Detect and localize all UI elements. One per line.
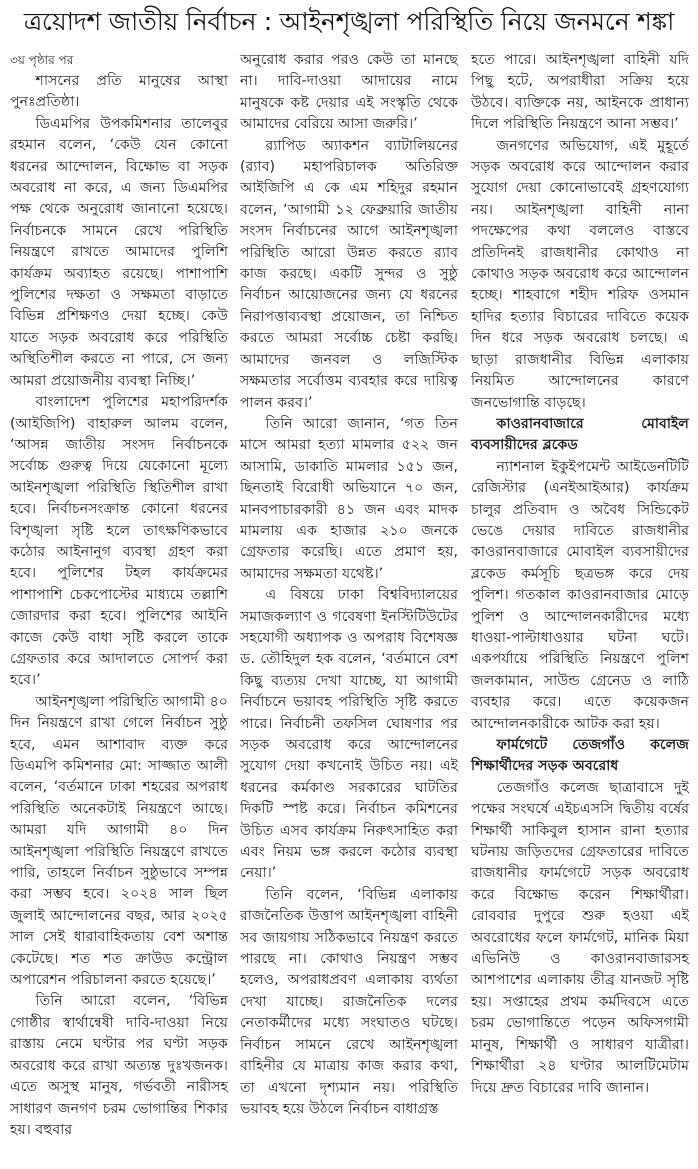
paragraph: শাসনের প্রতি মানুষের আস্থা পুনঃপ্রতিষ্ঠা। <box>10 73 228 111</box>
paragraph: র‌্যাপিড অ্যাকশন ব্যাটালিয়নের (র‌্যাব) মহাপরিচালক অতিরিক্ত আইজিপি এ কে এম শহিদুর রহমান বলেন, ‘আগামী ১২ ফেব্রুয়ারি জাতীয় সংসদ নির্বাচনের আগে আইনশৃঙ্খলা পরিস্থিতি আরো উন্নত করতে র‌্যাব কাজ করছে। একটি সুন্দর ও সুষ্ঠু নির্বাচন আয়োজনের জন্য যে ধরনের নিরাপত্তাব্যবস্থা প্রয়োজন, তা নিশ্চিত করতে আমরা সর্বোচ্চ চেষ্টা করছি। আমাদের জনবল ও লজিস্টিক সক্ষমতার সর্বোত্তম ব্যবহার করে দায়িত্ব পালন করব।’ <box>240 137 458 411</box>
paragraph: ডিএমপির উপকমিশনার তালেবুর রহমান বলেন, ‘কেউ যেন কোনো ধরনের আন্দোলন, বিক্ষোভ বা সড়ক অবরোধ না করে, এ জন্য ডিএমপির পক্ষ থেকে অনুরোধ জানানো হয়েছে। নির্বাচনকে সামনে রেখে পরিস্থিতি নিয়ন্ত্রণে রাখতে আমাদের পুলিশি কার্যক্রম অব্যাহত রয়েছে। পাশাপাশি পুলিশের দক্ষতা ও সক্ষমতা বাড়াতে বিভিন্ন প্রশিক্ষণও দেয়া হচ্ছে। কেউ যাতে সড়ক অবরোধ করে পরিস্থিতি অস্থিতিশীল করতে না পারে, সে জন্য আমরা প্রয়োজনীয় ব্যবস্থা নিচ্ছি।’ <box>10 115 228 389</box>
column-1 <box>10 50 228 1141</box>
continuation-note: ৩য় পৃষ্ঠার পর <box>10 53 74 67</box>
paragraph: তিনি বলেন, ‘বিভিন্ন এলাকায় রাজনৈতিক উত্তাপ আইনশৃঙ্খলা বাহিনী সব জায়গায় সঠিকভাবে নিয়ন্ত্রণ করতে পারছে না। কোথাও নিয়ন্ত্রণ সম্ভব হলেও, অপরাধপ্রবণ এলাকায় ব্যর্থতা দেখা যাচ্ছে। রাজনৈতিক দলের নেতাকর্মীদের মধ্যে সংঘাতও ঘটছে। নির্বাচন সামনে রেখে আইনশৃঙ্খলা বাহিনীর যে মাত্রায় কাজ করার কথা, তা এখনো দৃশ্যমান নয়। পরিস্থিতি ভয়াবহ হয়ে উঠলে নির্বাচন বাধাগ্রস্ত <box>240 886 458 1117</box>
paragraph: বাংলাদেশ পুলিশের মহাপরিদর্শক (আইজিপি) বাহারুল আলম বলেন, ‘আসন্ন জাতীয় সংসদ নির্বাচনকে সর্বোচ্চ গুরুত্ব দিয়ে যেকোনো মূল্যে আইনশৃঙ্খলা পরিস্থিতি স্থিতিশীল রাখা হবে। নির্বাচনসংক্রান্ত কোনো ধরনের বিশৃঙ্খলা সৃষ্টি হলে তাৎক্ষণিকভাবে কঠোর আইনানুগ ব্যবস্থা গ্রহণ করা হবে। পুলিশের টহল কার্যক্রমের পাশাপাশি চেকপোস্টের মাধ্যমে তল্লাশি জোরদার করা হবে। পুলিশের আইনি কাজে কেউ বাধা সৃষ্টি করলে তাকে গ্রেফতার করে আদালতে সোপর্দ করা হবে।’ <box>10 394 228 689</box>
subheading: ফার্মগেটে তেজগাঁও কলেজ শিক্ষার্থীদের সড়ক অবরোধ <box>471 737 689 775</box>
paragraph: ন্যাশনাল ইকুইপমেন্ট আইডেনটিটি রেজিস্টার (এনইআইআর) কার্যক্রম চালুর প্রতিবাদ ও অবৈধ সিন্ডিকেট ভেঙে দেয়ার দাবিতে রাজধানীর কাওরানবাজারে মোবাইল ব্যবসায়ীদের ব্লকেড কর্মসূচি ছত্রভঙ্গ করে দেয় পুলিশ। গতকাল কাওরানবাজার মোড়ে পুলিশ ও আন্দোলনকারীদের মধ্যে ধাওয়া-পাল্টাধাওয়ার ঘটনা ঘটে। একপর্যায়ে পরিস্থিতি নিয়ন্ত্রণে পুলিশ জলকামান, সাউন্ড গ্রেনেড ও লাঠি ব্যবহার করে। এতে কয়েকজন আন্দোলনকারীকে আটক করা হয়। <box>471 458 689 732</box>
paragraph: তিনি আরো জানান, ‘গত তিন মাসে আমরা হত্যা মামলার ৫২২ জন আসামি, ডাকাতি মামলার ১৫১ জন, ছিনতাই বিরোধী অভিযানে ৭০ জন, মানবপাচারকারী ৪১ জন এবং মাদক মামলায় এক হাজার ২১০ জনকে গ্রেফতার করেছি। এতে প্রমাণ হয়, আমাদের সক্ষমতা যথেষ্ট।’ <box>240 415 458 582</box>
paragraph: অনুরোধ করার পরও কেউ তা মানছে না। দাবি-দাওয়া আদায়ের নামে মানুষকে কষ্ট দেয়ার এই সংস্কৃতি থেকে আমাদের বেরিয়ে আসা জরুরি।’ <box>240 52 458 133</box>
paragraph: হতে পারে। আইনশৃঙ্খলা বাহিনী যদি পিছু হটে, অপরাধীরা সক্রিয় হয়ে উঠবে। ব্যক্তিকে নয়, আইনকে প্রাধান্য দিলে পরিস্থিতি নিয়ন্ত্রণে আনা সম্ভব।’ <box>471 52 689 133</box>
subheading: কাওরানবাজারে মোবাইল ব্যবসায়ীদের ব্লকেড <box>471 415 689 454</box>
article-headline: ত্রয়োদশ জাতীয় নির্বাচন : আইনশৃঙ্খলা পরিস্থিতি নিয়ে জনমনে শঙ্কা <box>23 7 675 36</box>
paragraph: তেজগাঁও কলেজ ছাত্রাবাসে দুই পক্ষের সংঘর্ষে এইচএসসি দ্বিতীয় বর্ষের শিক্ষার্থী সাকিবুল হাসান রানা হত্যার ঘটনায় জড়িতদের গ্রেফতারের দাবিতে রাজধানীর ফার্মগেটে সড়ক অবরোধ করে বিক্ষোভ করেন শিক্ষার্থীরা। রোববার দুপুরে শুরু হওয়া এই অবরোধের ফলে ফার্মগেট, মানিক মিয়া এভিনিউ ও কাওরানবাজারসহ আশপাশের এলাকায় তীব্র যানজট সৃষ্টি হয়। সপ্তাহের প্রথম কর্মদিবসে এতে চরম ভোগান্তিতে পড়েন অফিসগামী মানুষ, শিক্ষার্থী ও সাধারণ যাত্রীরা। শিক্ষার্থীরা ২৪ ঘণ্টার আলটিমেটাম দিয়ে দ্রুত বিচারের দাবি জানান। <box>471 779 689 1096</box>
column-2 <box>240 50 458 1120</box>
column-3 <box>471 50 689 1099</box>
paragraph: তিনি আরো বলেন, ‘বিভিন্ন গোষ্ঠীর স্বার্থান্বেষী দাবি-দাওয়া নিয়ে রাস্তায় নেমে ঘণ্টার পর ঘণ্টা সড়ক অবরোধ করে রাখা অত্যন্ত দুঃখজনক। এতে অসুস্থ মানুষ, গর্ভবতী নারীসহ সাধারণ জনগণ চরম ভোগান্তির শিকার হয়। বহুবার <box>10 993 228 1138</box>
paragraph: আইনশৃঙ্খলা পরিস্থিতি আগামী ৪০ দিন নিয়ন্ত্রণে রাখা গেলে নির্বাচন সুষ্ঠু হবে, এমন আশাবাদ ব্যক্ত করে ডিএমপি কমিশনার মো: সাজ্জাত আলী বলেন, ‘বর্তমানে ঢাকা শহরের অপরাধ পরিস্থিতি অনেকটাই নিয়ন্ত্রণে আছে। আমরা যদি আগামী ৪০ দিন আইনশৃঙ্খলা পরিস্থিতি নিয়ন্ত্রণে রাখতে পারি, তাহলে নির্বাচন সুষ্ঠুভাবে সম্পন্ন করা সম্ভব হবে। ২০২৪ সাল ছিল জুলাই আন্দোলনের বছর, আর ২০২৫ সাল সেই ধারাবাহিকতায় বেশ অশান্ত কেটেছে। শত শত ক্রাউড কন্ট্রোল অপারেশন পরিচালনা করতে হয়েছে।’ <box>10 693 228 989</box>
paragraph: এ বিষয়ে ঢাকা বিশ্ববিদ্যালয়ের সমাজকল্যাণ ও গবেষণা ইনস্টিটিউটের সহযোগী অধ্যাপক ও অপরাধ বিশেষজ্ঞ ড. তৌহিদুল হক বলেন, ‘বর্তমানে বেশ কিছু ব্যত্যয় দেখা যাচ্ছে, যা আগামী নির্বাচনে ভয়াবহ পরিস্থিতি সৃষ্টি করতে পারে। নির্বাচনী তফসিল ঘোষণার পর সড়ক অবরোধ করে আন্দোলনের সুযোগ দেয়া কখনোই উচিত নয়। এই ধরনের কর্মকাণ্ড সরকারের ঘাটতির দিকটি স্পষ্ট করে। নির্বাচন কমিশনের উচিত এসব কার্যক্রম নিরুৎসাহিত করা এবং নিয়ম ভঙ্গ করলে কঠোর ব্যবস্থা নেয়া।’ <box>240 587 458 882</box>
paragraph: জনগণের অভিযোগ, এই মুহূর্তে সড়ক অবরোধ করে আন্দোলন করার সুযোগ দেয়া কোনোভাবেই গ্রহণযোগ্য নয়। আইনশৃঙ্খলা বাহিনী নানা পদক্ষেপের কথা বললেও বাস্তবে প্রতিদিনই রাজধানীর কোথাও না কোথাও সড়ক অবরোধ করে আন্দোলন হচ্ছে। শাহবাগে শহীদ শরিফ ওসমান হাদির হত্যার বিচারের দাবিতে কয়েক দিন ধরে সড়ক অবরোধ চলছে। এ ছাড়া রাজধানীর বিভিন্ন এলাকায় নিয়মিত আন্দোলনের কারণে জনভোগান্তি বাড়ছে। <box>471 137 689 411</box>
